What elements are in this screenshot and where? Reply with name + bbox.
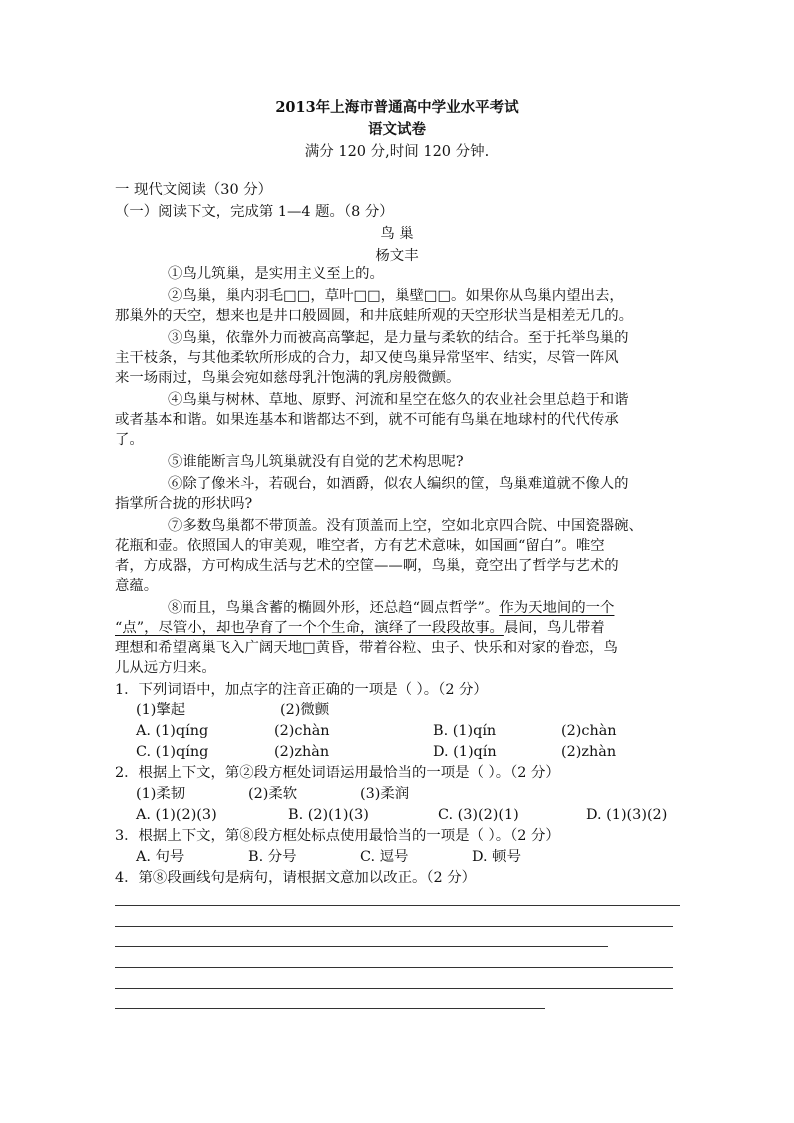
q2-option-a: A. (1)(2)(3) — [136, 807, 217, 823]
paragraph-6-line: 指掌所合拢的形状吗? — [115, 496, 253, 512]
score-time-line: 满分 120 分,时间 120 分钟. — [304, 144, 490, 160]
paragraph-7-line: 者，方成器，方可构成生活与艺术的空筐——啊，鸟巢，竟空出了哲学与艺术的 — [115, 558, 619, 574]
q3-option-a: A. 句号 — [136, 849, 185, 865]
paragraph-8-line: 儿从远方归来。 — [115, 660, 216, 676]
q1-option-b: B. (1)qín — [433, 723, 497, 739]
q3-option-d: D. 顿号 — [472, 849, 521, 865]
answer-line[interactable] — [115, 946, 608, 947]
underlined-sentence: “点”，尽管小，却也孕育了一个个生命，演绎了一段段故事。 — [115, 620, 504, 636]
q2-option-b: B. (2)(1)(3) — [288, 807, 369, 823]
exam-subtitle: 语文试卷 — [368, 121, 426, 138]
q2-word-1: (1)柔韧 — [136, 786, 186, 802]
paragraph-8-line — [168, 598, 614, 618]
question-3: 3．根据上下文，第⑧段方框处标点使用最恰当的一项是（ ）。（2 分） — [115, 828, 560, 844]
exam-title: 2013年上海市普通高中学业水平考试 — [275, 99, 519, 116]
article-title: 鸟 巢 — [380, 226, 414, 242]
paragraph-5: ⑤谁能断言鸟儿筑巢就没有自觉的艺术构思呢? — [168, 454, 464, 470]
question-1: 1．下列词语中，加点字的注音正确的一项是（ ）。（2 分） — [115, 682, 488, 698]
q1-option-d-2: (2)zhàn — [561, 744, 617, 760]
paragraph-8-line: 理想和希望离巢飞入广阔天地□黄昏，带着谷粒、虫子、快乐和对家的眷恋，鸟 — [115, 640, 618, 656]
q3-option-c: C. 逗号 — [360, 849, 409, 865]
article-author: 杨文丰 — [375, 248, 419, 264]
q1-option-a: A. (1)qíng — [136, 723, 209, 739]
paragraph-7-line: ⑦多数鸟巢都不带顶盖。没有顶盖而上空，空如北京四合院、中国瓷器碗、 — [168, 518, 643, 534]
q1-option-d: D. (1)qín — [433, 744, 497, 760]
answer-line[interactable] — [115, 1008, 545, 1009]
question-4: 4．第⑧段画线句是病句，请根据文意加以改正。（2 分） — [115, 870, 477, 886]
paragraph-4-line: 或者基本和谐。如果连基本和谐都达不到，就不可能有鸟巢在地球村的代代传承 — [115, 412, 619, 428]
underlined-sentence: 作为天地间的一个 — [499, 600, 615, 616]
q1-option-c-2: (2)zhàn — [274, 744, 330, 760]
paragraph-4-line: ④鸟巢与树林、草地、原野、河流和星空在悠久的农业社会里总趋于和谐 — [168, 392, 629, 408]
q2-word-3: (3)柔润 — [360, 786, 410, 802]
paragraph-8-line — [115, 618, 605, 638]
paragraph-8-text: 晨间，鸟儿带着 — [503, 620, 605, 636]
paragraph-8-text: ⑧而且，鸟巢含蓄的椭圆外形，还总趋“圆点哲学”。 — [168, 600, 500, 616]
paragraph-3-line: 主干枝条，与其他柔软所形成的合力，却又使鸟巢异常坚牢、结实，尽管一阵风 — [115, 350, 619, 366]
answer-line[interactable] — [115, 926, 673, 927]
answer-line[interactable] — [115, 988, 673, 989]
q1-option-b-2: (2)chàn — [561, 723, 617, 739]
q1-word-2: (2)微颤 — [280, 702, 330, 718]
paragraph-7-line: 花瓶和壶。依照国人的审美观，唯空者，方有艺术意味，如国画“留白”。唯空 — [115, 538, 605, 554]
q1-word-1: (1)擎起 — [136, 702, 186, 718]
q3-option-b: B. 分号 — [248, 849, 297, 865]
q2-word-2: (2)柔软 — [248, 786, 298, 802]
section-heading: 一 现代文阅读（30 分） — [115, 182, 272, 198]
paragraph-6-line: ⑥除了像米斗，若砚台，如酒爵，似农人编织的筐，鸟巢难道就不像人的 — [168, 476, 629, 492]
paragraph-3-line: ③鸟巢，依靠外力而被高高擎起，是力量与柔软的结合。至于托举鸟巢的 — [168, 330, 629, 346]
q2-option-d: D. (1)(3)(2) — [586, 807, 668, 823]
q1-option-a-2: (2)chàn — [274, 723, 330, 739]
answer-line[interactable] — [115, 967, 673, 968]
paragraph-2-line: ②鸟巢，巢内羽毛□□，草叶□□，巢壁□□。如果你从鸟巢内望出去， — [168, 288, 624, 304]
q2-option-c: C. (3)(2)(1) — [438, 807, 519, 823]
question-2: 2．根据上下文，第②段方框处词语运用最恰当的一项是（ ）。（2 分） — [115, 765, 560, 781]
paragraph-3-line: 来一场雨过，鸟巢会宛如慈母乳汁饱满的乳房般微颤。 — [115, 370, 461, 386]
paragraph-2-line: 那巢外的天空，想来也是井口般圆圆，和井底蛙所观的天空形状当是相差无几的。 — [115, 308, 634, 324]
sub-section-heading: （一）阅读下文，完成第 1—4 题。（8 分） — [115, 204, 394, 220]
q1-option-c: C. (1)qíng — [136, 744, 209, 760]
paragraph-1: ①鸟儿筑巢，是实用主义至上的。 — [168, 266, 384, 282]
paragraph-7-line: 意蕴。 — [115, 578, 159, 594]
paragraph-4-line: 了。 — [115, 432, 144, 448]
answer-line[interactable] — [115, 905, 680, 906]
